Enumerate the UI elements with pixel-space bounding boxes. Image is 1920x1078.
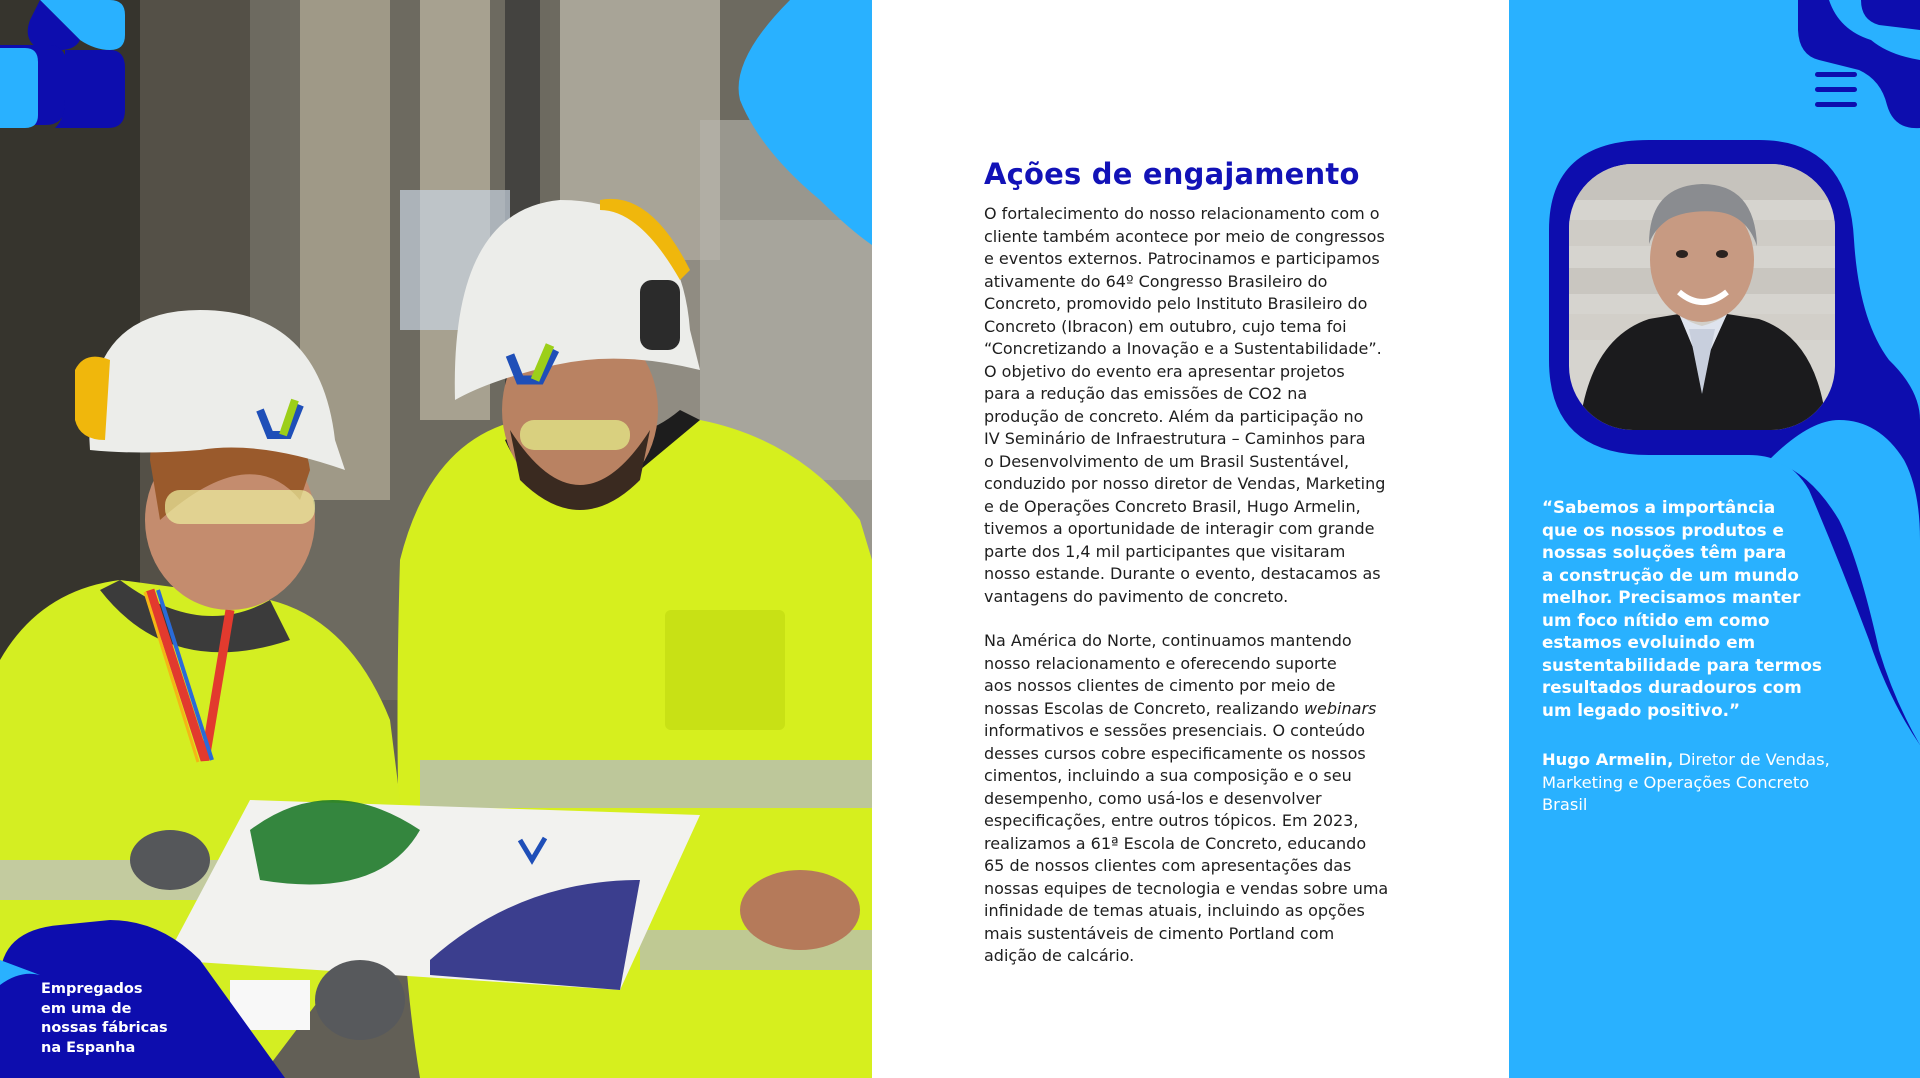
workers-photo (0, 0, 872, 1078)
section-title: Ações de engajamento (984, 157, 1360, 191)
article-column (984, 155, 1404, 968)
quote-panel (1509, 0, 1920, 1078)
hamburger-menu-icon[interactable] (1815, 72, 1857, 77)
menu-button[interactable] (1815, 72, 1857, 108)
quote-text: “Sabemos a importância que os nossos produtos e nossas soluções têm para a construção de um mundo melhor. Precisamos manter um foco nítido em como estamos evoluindo em sustentabilidade para termos resultados duradouros com um legado positivo.” (1542, 497, 1822, 720)
paragraph-2-start: Na América do Norte, continuamos mantendo nosso relacionamento e oferecendo suporte aos nossos clientes de cimento por meio de nossas Escolas de Concreto, realizando (984, 631, 1352, 718)
quote-author-role: Diretor de Vendas, Marketing e Operações Concreto Brasil (1542, 750, 1830, 814)
photo-panel (0, 0, 872, 1078)
portrait-photo (1569, 164, 1835, 430)
article-paragraph-1: O fortalecimento do nosso relacionamento com o cliente também acontece por meio de congressos e eventos externos. Patrocinamos e participamos ativamente do 64º Congresso Brasileiro do Concreto, promovido pelo Instituto Brasileiro do Concreto (Ibracon) em outubro, cujo tema foi “Concretizando a Inovação e a Sustentabilidade”. O objetivo do evento era apresentar projetos para a redução das emissões de CO2 na produção de concreto. Além da participação no IV Seminário de Infraestrutura – Caminhos para o Desenvolvimento de um Brasil Sustentável, conduzido por nosso diretor de Vendas, Marketing e de Operações Concreto Brasil, Hugo Armelin, tivemos a oportunidade de interagir com grande parte dos 1,4 mil participantes que visitaram nosso estande. Durante o evento, destacamos as vantagens do pavimento de concreto. (984, 204, 1386, 606)
article-paragraph-2 (984, 630, 1404, 968)
quote-attribution (1542, 749, 1842, 817)
photo-caption: Empregados em uma de nossas fábricas na Espanha (41, 981, 168, 1056)
paragraph-2-end: informativos e sessões presenciais. O conteúdo desses cursos cobre especificamente os nossos cimentos, incluindo a sua composição e o seu desempenho, como usá-los e desenvolver especificações, entre outros tópicos. Em 2023, realizamos a 61ª Escola de Concreto, educando 65 de nossos clientes com apresentações das nossas equipes de tecnologia e vendas sobre uma infinidade de temas atuais, incluindo as opções mais sustentáveis de cimento Portland com adição de calcário. (984, 721, 1389, 965)
hamburger-menu-icon-line[interactable] (1815, 102, 1857, 107)
paragraph-2-italic: webinars (1303, 698, 1377, 718)
portrait-image (1569, 164, 1835, 430)
hamburger-menu-icon-line[interactable] (1815, 87, 1857, 92)
quote-author-name: Hugo Armelin, (1542, 750, 1674, 769)
